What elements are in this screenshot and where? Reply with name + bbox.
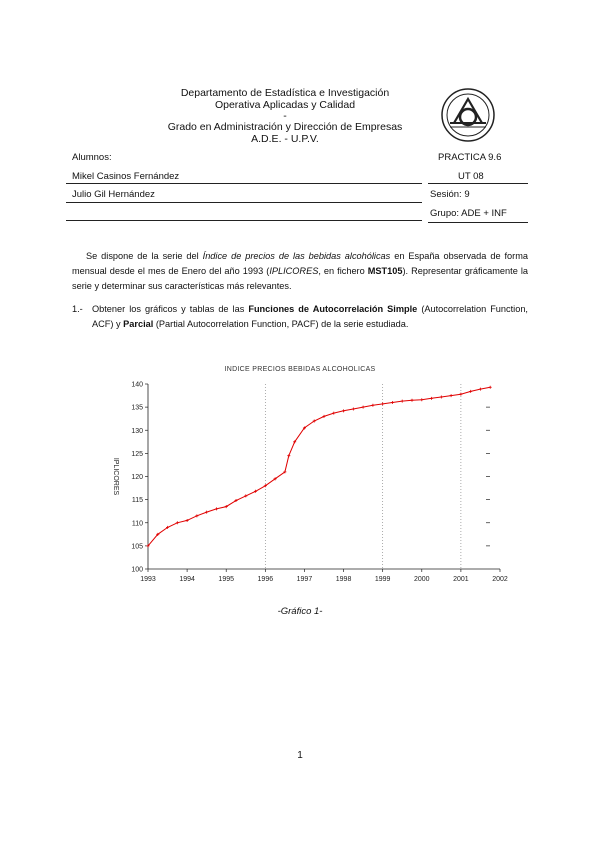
x-tick-label: 1998	[335, 576, 352, 583]
task-number: 1.-	[72, 304, 83, 314]
divider	[66, 183, 422, 184]
x-tick-label: 1997	[296, 576, 313, 583]
ut-label: UT 08	[458, 171, 484, 182]
data-point	[469, 390, 472, 393]
data-point	[332, 412, 335, 415]
data-point	[287, 454, 290, 457]
divider	[428, 183, 528, 184]
data-point	[215, 507, 218, 510]
x-tick-label: 1996	[257, 576, 274, 583]
student-name-1: Mikel Casinos Fernández	[72, 171, 180, 182]
series-line	[148, 387, 490, 546]
chart-title: INDICE PRECIOS BEBIDAS ALCOHOLICAS	[224, 366, 376, 373]
data-point	[401, 400, 404, 403]
divider	[428, 222, 528, 223]
data-point	[391, 401, 394, 404]
header-line-4: Grado en Administración y Dirección de Empresas	[167, 121, 403, 133]
group-label: Grupo: ADE + INF	[430, 208, 507, 219]
data-point	[440, 395, 443, 398]
data-point	[362, 406, 365, 409]
practica-label: PRACTICA 9.6	[438, 152, 502, 163]
institution-header	[150, 87, 420, 145]
task-text: Obtener los gráficos y tablas de las Funciones de Autocorrelación Simple (Autocorrelation Function, ACF) y Parcial (Partial Autocorrelation Function, PACF) de la serie estudiada.	[92, 304, 528, 329]
header-line-2: Operativa Aplicadas y Calidad	[214, 99, 356, 111]
x-tick-label: 2002	[492, 576, 508, 583]
x-tick-label: 2001	[453, 576, 469, 583]
x-tick-label: 1994	[179, 576, 195, 583]
session-label: Sesión: 9	[430, 189, 470, 200]
series-name: Índice de precios de las bebidas alcohólicas	[202, 251, 391, 261]
data-point	[352, 407, 355, 410]
x-tick-label: 1995	[218, 576, 235, 583]
divider	[66, 220, 422, 221]
y-axis-label: IPLICORES	[112, 457, 119, 496]
page-number: 1	[297, 750, 303, 761]
x-tick-label: 2000	[413, 576, 430, 583]
data-point	[371, 404, 374, 407]
data-point	[430, 397, 433, 400]
x-tick-label: 1993	[140, 576, 156, 583]
price-index-chart	[100, 376, 510, 591]
intro-paragraph: Se dispone de la serie del Índice de precios de las bebidas alcohólicas en España observada de forma mensual desde el mes de Enero del año 1993 (IPLICORES, en fichero MST105). Representar gráficamente la serie y determinar sus características más relevantes.	[72, 251, 528, 291]
y-tick-label: 140	[131, 381, 143, 389]
alumnos-label: Alumnos:	[72, 152, 112, 163]
y-tick-label: 100	[131, 566, 143, 574]
figure-caption: -Gráfico 1-	[277, 606, 323, 617]
data-point	[450, 394, 453, 397]
variable-name: IPLICORES	[269, 266, 319, 276]
data-point	[489, 386, 492, 389]
data-point	[479, 388, 482, 391]
data-point	[411, 399, 414, 402]
y-tick-label: 130	[131, 427, 143, 435]
x-tick-label: 1999	[374, 576, 391, 583]
divider	[66, 202, 422, 203]
y-tick-label: 105	[131, 543, 143, 551]
y-tick-label: 110	[131, 520, 143, 528]
data-point	[342, 409, 345, 412]
header-line-3: -	[283, 110, 287, 122]
y-tick-label: 120	[131, 474, 143, 481]
y-tick-label: 115	[131, 497, 143, 505]
header-line-5: A.D.E. - U.P.V.	[251, 133, 319, 145]
data-point	[381, 402, 384, 405]
data-point	[195, 514, 198, 517]
student-name-2: Julio Gil Hernández	[72, 189, 155, 200]
data-point	[420, 398, 423, 401]
y-tick-label: 125	[131, 450, 143, 458]
y-tick-label: 135	[131, 404, 143, 412]
header-line-1: Departamento de Estadística e Investigación	[180, 87, 390, 99]
data-point	[205, 511, 208, 514]
data-point	[459, 393, 462, 396]
file-name: MST105	[367, 266, 403, 276]
university-logo	[440, 87, 496, 143]
